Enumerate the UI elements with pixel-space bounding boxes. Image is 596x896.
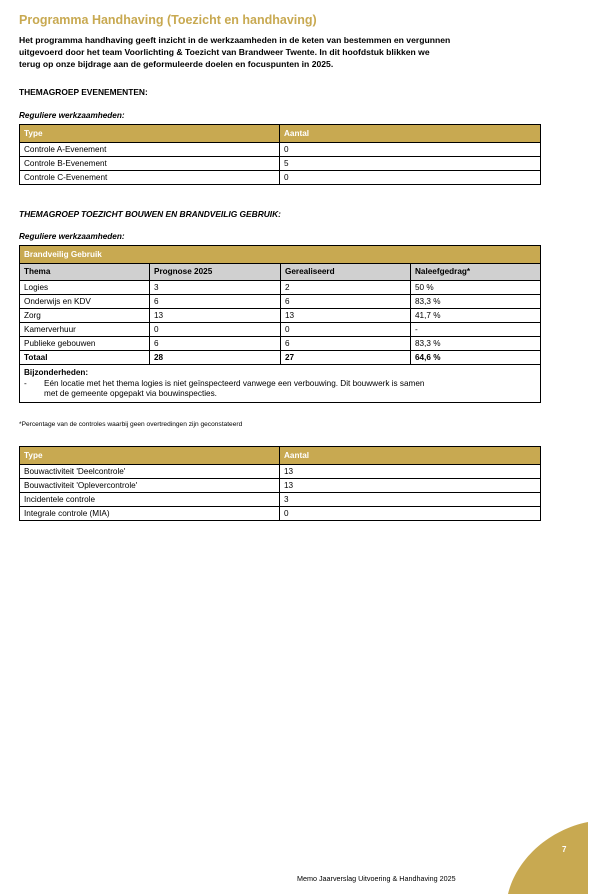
cell-count: 3 bbox=[280, 493, 541, 507]
cell-theme: Publieke gebouwen bbox=[20, 337, 150, 351]
notes-line: Eén locatie met het thema logies is niet geïnspecteerd vanwege een verbouwing. Dit bouwwerk is samen bbox=[44, 379, 425, 388]
table-row bbox=[20, 171, 541, 185]
cell-theme: Kamerverhuur bbox=[20, 323, 150, 337]
cell-compliance: 83,3 % bbox=[411, 337, 541, 351]
cell-theme: Totaal bbox=[20, 351, 150, 365]
cell-count: 0 bbox=[280, 171, 541, 185]
cell-forecast: 3 bbox=[150, 281, 281, 295]
table-row bbox=[20, 323, 541, 337]
table-header-row bbox=[20, 447, 541, 465]
activities-table bbox=[19, 446, 541, 521]
cell-realised: 27 bbox=[281, 351, 411, 365]
cell-count: 0 bbox=[280, 507, 541, 521]
intro-line: uitgevoerd door het team Voorlichting & Toezicht van Brandweer Twente. In dit hoofdstuk blikken we bbox=[19, 47, 430, 57]
column-header: Aantal bbox=[280, 447, 541, 465]
cell-forecast: 28 bbox=[150, 351, 281, 365]
table-header-row bbox=[20, 125, 541, 143]
cell-theme: Onderwijs en KDV bbox=[20, 295, 150, 309]
cell-realised: 6 bbox=[281, 337, 411, 351]
cell-compliance: 50 % bbox=[411, 281, 541, 295]
table-row bbox=[20, 143, 541, 157]
building-subheading: Reguliere werkzaamheden: bbox=[19, 232, 125, 241]
table-row bbox=[20, 493, 541, 507]
footnote: *Percentage van de controles waarbij geen overtredingen zijn geconstateerd bbox=[19, 421, 243, 428]
cell-compliance: 64,6 % bbox=[411, 351, 541, 365]
table-row bbox=[20, 309, 541, 323]
cell-realised: 13 bbox=[281, 309, 411, 323]
page-title: Programma Handhaving (Toezicht en handhaving) bbox=[19, 13, 317, 27]
cell-compliance: - bbox=[411, 323, 541, 337]
column-header: Type bbox=[20, 447, 280, 465]
cell-theme: Zorg bbox=[20, 309, 150, 323]
events-subheading: Reguliere werkzaamheden: bbox=[19, 111, 125, 120]
cell-realised: 2 bbox=[281, 281, 411, 295]
page-corner-shape bbox=[508, 822, 588, 894]
cell-forecast: 6 bbox=[150, 295, 281, 309]
cell-type: Bouwactiviteit 'Oplevercontrole' bbox=[20, 479, 280, 493]
cell-realised: 6 bbox=[281, 295, 411, 309]
table-row bbox=[20, 337, 541, 351]
column-header: Aantal bbox=[280, 125, 541, 143]
cell-type: Controle C-Evenement bbox=[20, 171, 280, 185]
cell-type: Bouwactiviteit 'Deelcontrole' bbox=[20, 465, 280, 479]
cell-count: 13 bbox=[280, 479, 541, 493]
band-title: Brandveilig Gebruik bbox=[20, 246, 541, 264]
cell-type: Integrale controle (MIA) bbox=[20, 507, 280, 521]
notes-line: met de gemeente opgepakt via bouwinspecties. bbox=[44, 389, 217, 398]
column-header: Thema bbox=[20, 264, 150, 281]
intro-line: Het programma handhaving geeft inzicht in de werkzaamheden in de keten van bestemmen en vergunnen bbox=[19, 35, 451, 45]
fire-safety-table bbox=[19, 245, 541, 403]
building-heading: THEMAGROEP TOEZICHT BOUWEN EN BRANDVEILIG GEBRUIK: bbox=[19, 209, 281, 219]
page-corner-tab bbox=[508, 822, 588, 894]
cell-count: 13 bbox=[280, 465, 541, 479]
intro-line: terug op onze bijdrage aan de geformuleerde doelen en focuspunten in 2025. bbox=[19, 59, 334, 69]
notes-cell bbox=[20, 365, 541, 403]
table-row bbox=[20, 157, 541, 171]
table-band-row bbox=[20, 246, 541, 264]
table-row bbox=[20, 507, 541, 521]
cell-type: Controle B-Evenement bbox=[20, 157, 280, 171]
cell-realised: 0 bbox=[281, 323, 411, 337]
notes-item bbox=[24, 379, 536, 399]
footer-text: Memo Jaarverslag Uitvoering & Handhaving 2025 bbox=[297, 874, 456, 883]
column-header: Type bbox=[20, 125, 280, 143]
total-row bbox=[20, 351, 541, 365]
notes-row bbox=[20, 365, 541, 403]
cell-theme: Logies bbox=[20, 281, 150, 295]
page-number: 7 bbox=[562, 845, 567, 854]
notes-title: Bijzonderheden: bbox=[24, 368, 89, 377]
cell-type: Controle A-Evenement bbox=[20, 143, 280, 157]
table-row bbox=[20, 465, 541, 479]
cell-count: 5 bbox=[280, 157, 541, 171]
table-header-row bbox=[20, 264, 541, 281]
table-row bbox=[20, 295, 541, 309]
intro-paragraph bbox=[19, 34, 544, 70]
bullet-dash: - bbox=[24, 379, 27, 388]
cell-compliance: 83,3 % bbox=[411, 295, 541, 309]
table-row bbox=[20, 479, 541, 493]
cell-count: 0 bbox=[280, 143, 541, 157]
column-header: Prognose 2025 bbox=[150, 264, 281, 281]
column-header: Naleefgedrag* bbox=[411, 264, 541, 281]
cell-forecast: 6 bbox=[150, 337, 281, 351]
notes-text bbox=[44, 379, 424, 399]
events-table bbox=[19, 124, 541, 185]
cell-type: Incidentele controle bbox=[20, 493, 280, 507]
cell-forecast: 13 bbox=[150, 309, 281, 323]
table-row bbox=[20, 281, 541, 295]
events-heading: THEMAGROEP EVENEMENTEN: bbox=[19, 87, 148, 97]
cell-forecast: 0 bbox=[150, 323, 281, 337]
cell-compliance: 41,7 % bbox=[411, 309, 541, 323]
column-header: Gerealiseerd bbox=[281, 264, 411, 281]
